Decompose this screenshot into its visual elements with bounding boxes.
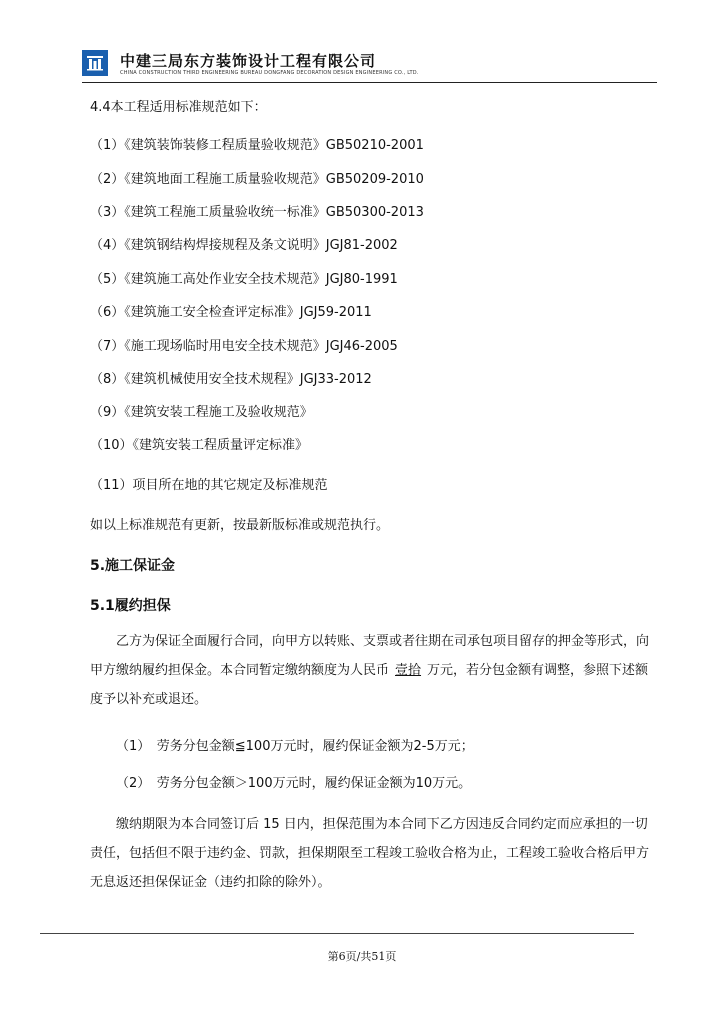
standard-item: （1）《建筑装饰装修工程质量验收规范》GB50210-2001 xyxy=(90,138,424,153)
standard-item: （7）《施工现场临时用电安全技术规范》JGJ46-2005 xyxy=(90,339,398,354)
standard-item: （10）《建筑安装工程质量评定标准》 xyxy=(90,438,309,453)
company-name: 中建三局东方装饰设计工程有限公司 xyxy=(120,52,377,70)
bond-rule-item: （2） 劳务分包金额＞100万元时，履约保证金额为10万元。 xyxy=(116,776,472,791)
page-number: 第6页/共51页 xyxy=(327,950,397,963)
bond-amount: 壹拾 xyxy=(395,663,422,678)
company-logo-icon xyxy=(82,50,108,76)
standard-item: （6）《建筑施工安全检查评定标准》JGJ59-2011 xyxy=(90,305,372,320)
standard-item: （4）《建筑钢结构焊接规程及条文说明》JGJ81-2002 xyxy=(90,238,398,253)
paragraph-text: 乙方为保证全面履行合同，向甲方以转账、支票或者往期在司承包项目留存的押金等形式，向甲方缴纳履约担保金。本合同暂定缴纳额度为人民币 xyxy=(90,634,650,678)
standard-item: （2）《建筑地面工程施工质量验收规范》GB50209-2010 xyxy=(90,172,424,187)
section-5-1-heading: 5.1履约担保 xyxy=(90,598,171,614)
footer-divider xyxy=(40,933,634,934)
section-5-heading: 5.施工保证金 xyxy=(90,558,176,574)
header-divider xyxy=(82,82,657,83)
standards-update-note: 如以上标准规范有更新，按最新版标准或规范执行。 xyxy=(90,518,390,533)
performance-bond-paragraph xyxy=(90,627,660,714)
bond-rule-item: （1） 劳务分包金额≦100万元时，履约保证金额为2-5万元； xyxy=(116,739,474,754)
page-header xyxy=(82,46,662,86)
payment-term-paragraph: 缴纳期限为本合同签订后 15 日内，担保范围为本合同下乙方因违反合同约定而应承担的一切责任，包括但不限于违约金、罚款，担保期限至工程竣工验收合格为止，工程竣工验收合格后甲方无息返还担保保证金（违约扣除的除外）。 xyxy=(90,817,650,890)
standard-item: （3）《建筑工程施工质量验收统一标准》GB50300-2013 xyxy=(90,205,424,220)
paragraph-text: 万元，若分包金额有调整，参照下述额度予以补充或退还。 xyxy=(90,663,649,707)
standard-item: （9）《建筑安装工程施工及验收规范》 xyxy=(90,405,313,420)
standard-item: （11）项目所在地的其它规定及标准规范 xyxy=(90,478,328,493)
standard-item: （5）《建筑施工高处作业安全技术规范》JGJ80-1991 xyxy=(90,272,398,287)
section-4-4-title: 4.4本工程适用标准规范如下： xyxy=(90,100,267,115)
company-name-english: CHINA CONSTRUCTION THIRD ENGINEERING BUREAU DONGFANG DECORATION DESIGN ENGINEERING CO., LTD. xyxy=(120,70,419,76)
standard-item: （8）《建筑机械使用安全技术规程》JGJ33-2012 xyxy=(90,372,372,387)
